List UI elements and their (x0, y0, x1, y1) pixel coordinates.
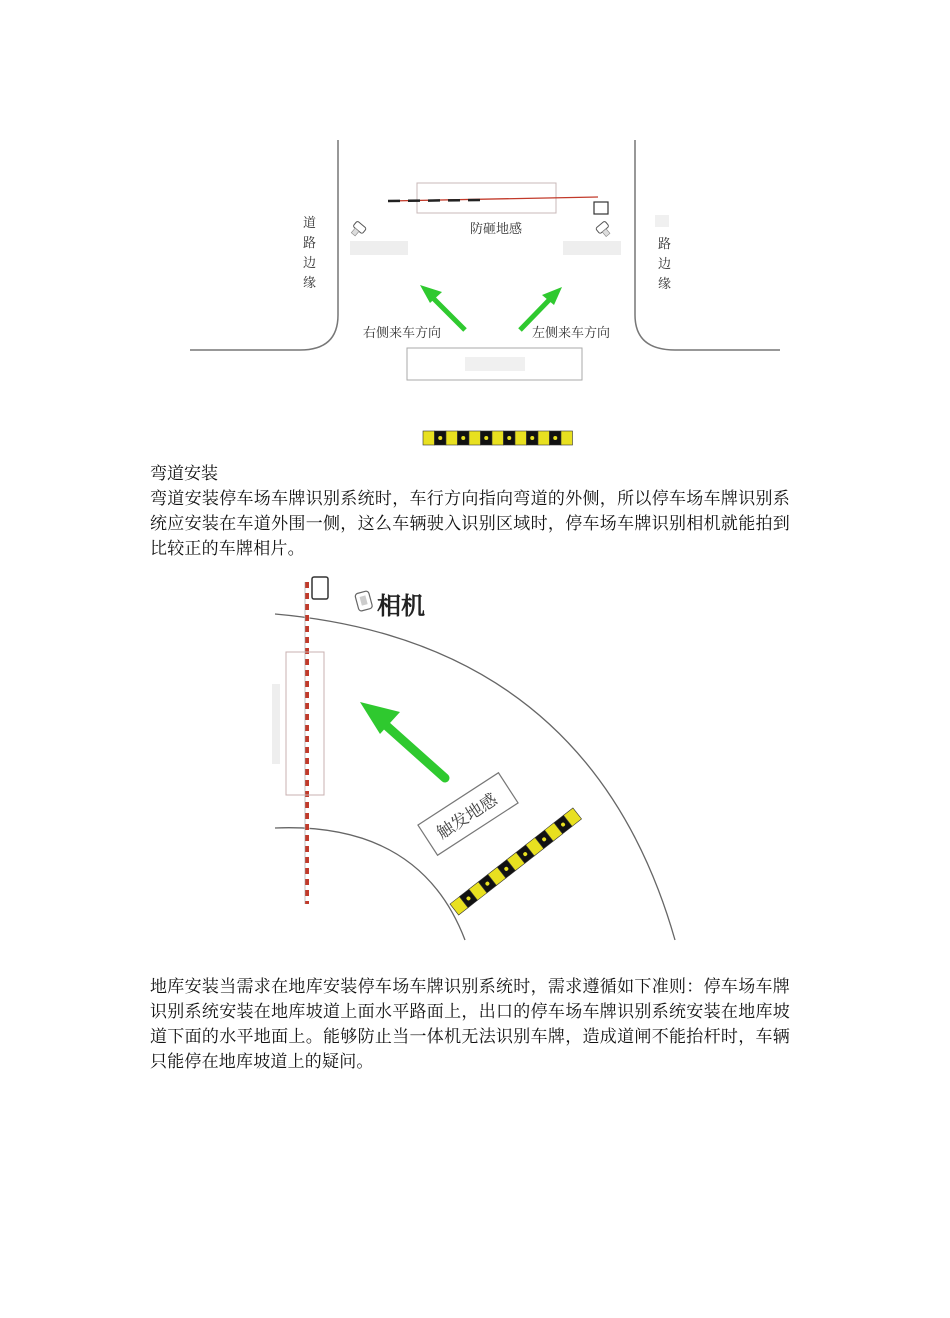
faded-trigger-label (465, 357, 525, 371)
arrow-icon-from-left (420, 285, 465, 330)
label-right-side-direction: 右侧来车方向 (363, 326, 442, 341)
label-road-edge-left-char-3: 边 (303, 256, 317, 271)
speed-bump (423, 431, 573, 445)
paragraph-curve-install: 弯道安装停车场车牌识别系统时，车行方向指向弯道的外侧，所以停车场车牌识别系统应安装在车道外围一侧，这么车辆驶入识别区域时，停车场车牌识别相机就能拍到比较正的车牌相片。 (150, 489, 790, 559)
faded-pole-label (272, 684, 280, 764)
faded-label-left (350, 241, 408, 255)
speed-bump-dot (530, 436, 534, 440)
label-trigger-loop: 触发地感 (433, 789, 502, 844)
speed-bump-dot (484, 436, 488, 440)
figure-straight-road-diagram (180, 135, 790, 450)
label-road-edge-right (658, 237, 675, 292)
arrow-icon-entry (360, 702, 445, 778)
speed-bump-segment (561, 431, 573, 445)
straight-road-svg (180, 135, 790, 450)
section-heading: 弯道安装 (150, 464, 218, 484)
label-camera: 相机 (377, 592, 425, 620)
speed-bump-segment (515, 431, 527, 445)
faded-icon-right (655, 215, 669, 227)
label-anti-smash: 防砸地感 (470, 222, 523, 237)
speed-bump-segment (446, 431, 458, 445)
label-left-side-direction: 左侧来车方向 (532, 326, 611, 341)
road-edge-right-curb (635, 140, 780, 350)
trigger-loop-box (418, 773, 518, 855)
speed-bump-dot (507, 436, 511, 440)
camera-icon (355, 591, 373, 612)
label-road-edge-left-char-1: 道 (303, 216, 317, 231)
faded-label-right (563, 241, 621, 255)
speed-bump-segment (492, 431, 504, 445)
speed-bump-dot (553, 436, 557, 440)
paragraph-garage-install: 地库安装当需求在地库安装停车场车牌识别系统时，需求遵循如下准则：停车场车牌识别系统安装在地库坡道上面水平路面上，出口的停车场车牌识别系统安装在地库坡道下面的水平地面上。能够防止当一体机无法识别车牌，造成道闸不能抬杆时，车辆只能停在地库坡道上的疑问。 (150, 977, 790, 1072)
label-road-edge-left-char-4: 缘 (303, 276, 317, 291)
label-road-edge-right-char-3: 缘 (658, 277, 672, 292)
speed-bump-segment (469, 431, 481, 445)
camera-icon-right (595, 221, 613, 239)
label-road-edge-left (303, 216, 320, 291)
speed-bump-dot (438, 436, 442, 440)
arrow-icon-from-right (520, 287, 562, 330)
speed-bump-dot (461, 436, 465, 440)
label-road-edge-left-char-2: 路 (303, 236, 317, 251)
barrier-gate-box (594, 202, 608, 214)
camera-icon-left (349, 221, 367, 239)
curve-svg (260, 572, 690, 947)
label-road-edge-right-char-1: 路 (658, 237, 672, 252)
gate-camera-box (312, 577, 328, 599)
speed-bump-segment (423, 431, 435, 445)
figure-curve-diagram (260, 572, 690, 947)
label-road-edge-right-char-2: 边 (658, 257, 672, 272)
speed-bump-segment (538, 431, 550, 445)
